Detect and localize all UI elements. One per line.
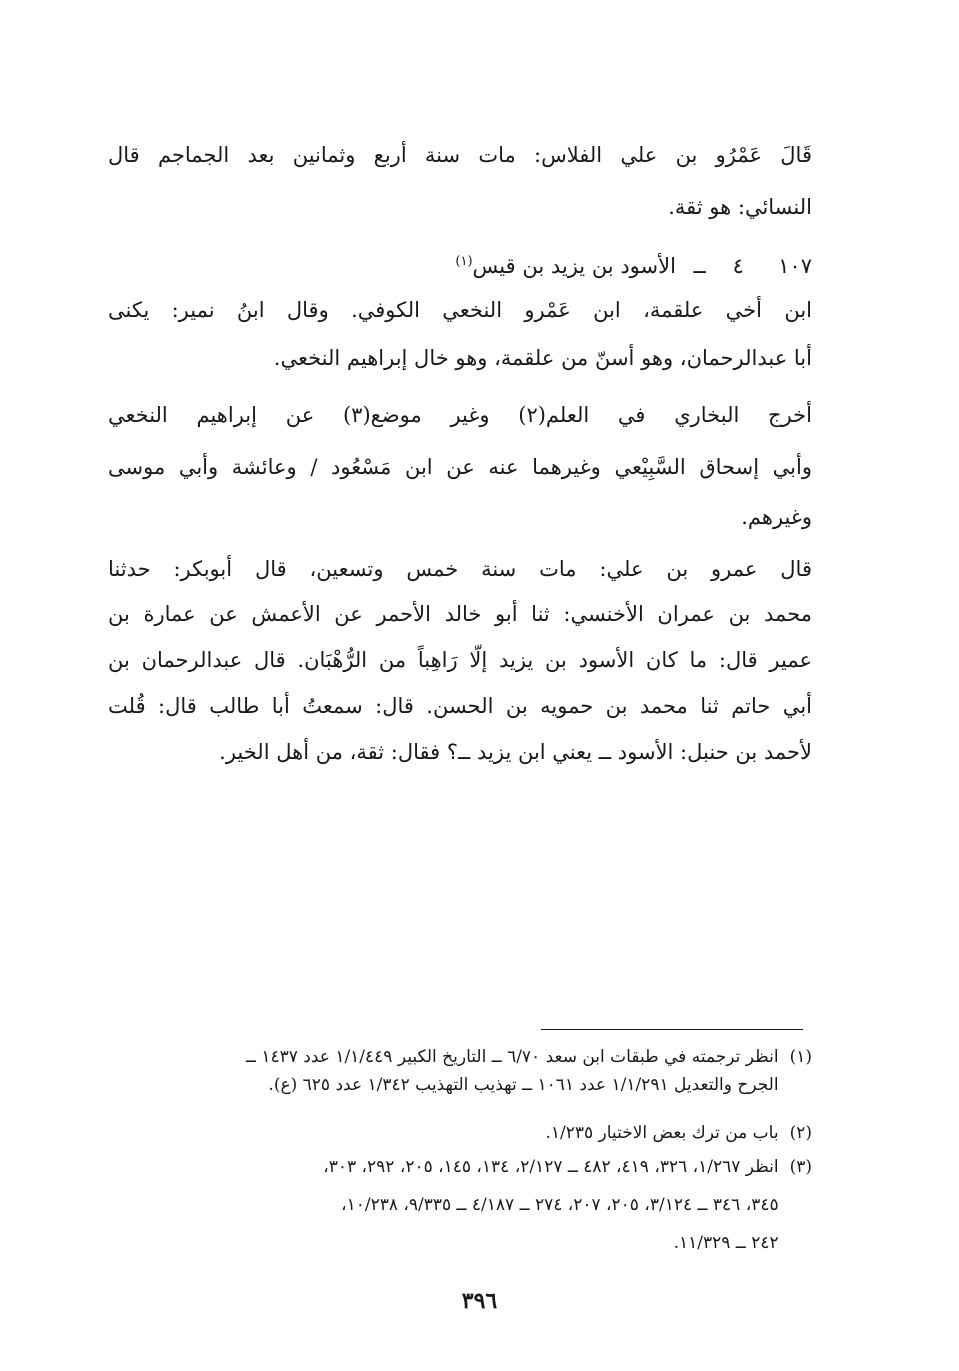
footnote-text: انظر ١/٢٦٧، ٣٢٦، ٤١٩، ٤٨٢ ــ ٢/١٢٧، ١٣٤، ١٤٥، ٢٠٥، ٢٩٢، ٣٠٣، [323, 1157, 779, 1177]
footnote-number: (١) [789, 1047, 812, 1067]
text-line: عمير قال: ما كان الأسود بن يزيد إلّا رَاهِباً من الرُّهْبَان. قال عبدالرحمان بن [108, 648, 812, 672]
footnote-text: الجرح والتعديل ١/١/٢٩١ عدد ١٠٦١ ــ تهذيب التهذيب ١/٣٤٢ عدد ٦٢٥ (ع). [268, 1075, 779, 1095]
footnote-2 [108, 1119, 812, 1147]
text-line: أخرج البخاري في العلم(٢) وغير موضع(٣) عن إبراهيم النخعي [108, 403, 812, 427]
footnote-marker: (١) [455, 254, 473, 269]
footnote-text: انظر ترجمته في طبقات ابن سعد ٦/٧٠ ــ التاريخ الكبير ١/١/٤٤٩ عدد ١٤٣٧ ــ [245, 1047, 779, 1067]
text-line: النسائي: هو ثقة. [668, 195, 812, 219]
text-line: ابن أخي علقمة، ابن عَمْرو النخعي الكوفي. وقال ابنُ نمير: يكنى [108, 298, 812, 322]
entry-dash: ــ [693, 254, 706, 278]
entry-number: ١٠٧ [778, 254, 812, 278]
entry-sub-number: ٤ [732, 254, 744, 278]
text-line: محمد بن عمران الأخنسي: ثنا أبو خالد الأحمر عن الأعمش عن عمارة بن [108, 602, 812, 626]
text-line: وأبي إسحاق السَّبِيْعي وغيرهما عنه عن ابن مَسْعُود / وعائشة وأبي موسى [108, 455, 812, 479]
footnote-1 [108, 1043, 812, 1099]
footnote-separator [541, 1029, 803, 1030]
footnote-3 [108, 1153, 812, 1257]
page-number: ٣٩٦ [461, 1288, 498, 1314]
text-line: أبا عبدالرحمان، وهو أسنّ من علقمة، وهو خال إبراهيم النخعي. [273, 346, 812, 370]
footnote-text: باب من ترك بعض الاختيار ١/٢٣٥. [545, 1123, 779, 1143]
text-line: أبي حاتم ثنا محمد بن حمويه بن الحسن. قال: سمعتُ أبا طالب قال: قُلت [108, 694, 812, 718]
footnote-text: ٣٤٥، ٣٤٦ ــ ٣/١٢٤، ٢٠٥، ٢٠٧، ٢٧٤ ــ ٤/١٨٧ ــ ٩/٣٣٥، ١٠/٢٣٨، [341, 1195, 779, 1215]
text-line: وغيرهم. [741, 505, 812, 529]
footnote-text: ٢٤٢ ــ ١١/٣٢٩. [673, 1233, 779, 1253]
text-line: قَالَ عَمْرُو بن علي الفلاس: مات سنة أربع وثمانين بعد الجماجم قال [108, 143, 812, 167]
entry-name: الأسود بن يزيد بن قيس [472, 254, 676, 278]
text-line: لأحمد بن حنبل: الأسود ــ يعني ابن يزيد ــ؟ فقال: ثقة، من أهل الخير. [219, 740, 812, 764]
footnote-number: (٢) [789, 1123, 812, 1143]
footnote-number: (٣) [789, 1157, 812, 1177]
text-line: قال عمرو بن علي: مات سنة خمس وتسعين، قال أبوبكر: حدثنا [108, 557, 812, 581]
